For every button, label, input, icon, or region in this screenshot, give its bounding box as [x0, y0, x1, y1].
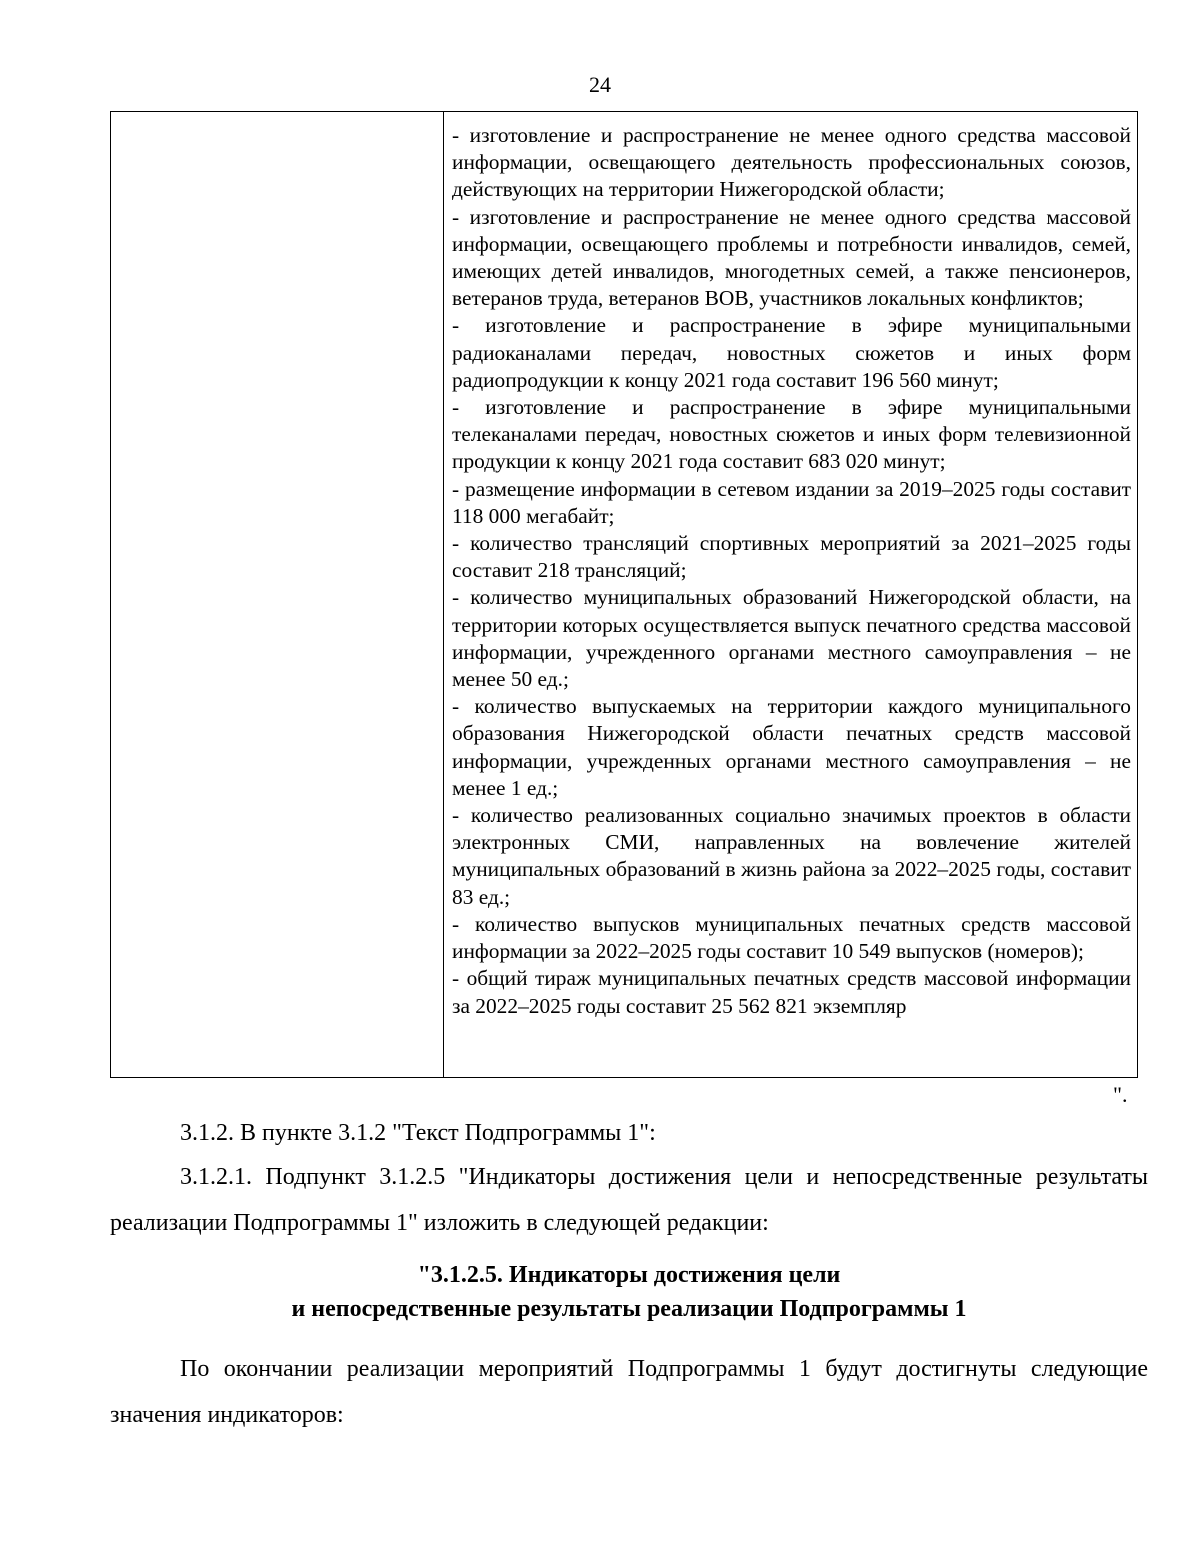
list-item: - размещение информации в сетевом издании за 2019–2025 годы составит 118 000 мегабайт; [452, 476, 1131, 528]
indicator-table [110, 111, 1138, 1078]
paragraph-3-1-2: 3.1.2. В пункте 3.1.2 "Текст Подпрограммы 1": [180, 1120, 656, 1146]
list-item: - количество трансляций спортивных мероприятий за 2021–2025 годы составит 218 трансляций; [452, 531, 1131, 583]
heading-line-2: и непосредственные результаты реализации Подпрограммы 1 [291, 1296, 967, 1322]
page-number: 24 [589, 72, 611, 97]
list-item: - изготовление и распространение в эфире муниципальными радиоканалами передач, новостных сюжетов и иных форм радиопродукции к концу 2021 года составит 196 560 минут; [452, 313, 1131, 392]
list-item: - изготовление и распространение не менее одного средства массовой информации, освещающего деятельность профессиональных союзов, действующих на территории Нижегородской области; [452, 123, 1131, 202]
list-item: - количество выпускаемых на территории каждого муниципального образования Нижегородской области печатных средств массовой информации, учрежденных органами местного самоуправления – не менее 1 ед.; [452, 694, 1131, 800]
section-heading [110, 1258, 1148, 1326]
heading-line-1: "3.1.2.5. Индикаторы достижения цели [417, 1262, 841, 1288]
list-item: - изготовление и распространение в эфире муниципальными телеканалами передач, новостных сюжетов и иных форм телевизионной продукции к концу 2021 года составит 683 020 минут; [452, 395, 1131, 474]
table-left-cell [111, 112, 444, 1077]
list-item: - количество муниципальных образований Нижегородской области, на территории которых осуществляется выпуск печатного средства массовой информации, учрежденного органами местного самоуправления – не менее 50 ед.; [452, 585, 1131, 692]
closing-quote: ". [1113, 1082, 1128, 1107]
table-right-cell [444, 112, 1137, 1077]
list-item: - общий тираж муниципальных печатных средств массовой информации за 2022–2025 годы составит 25 562 821 экземпляр [452, 966, 1131, 1018]
paragraph-3-1-2-1: 3.1.2.1. Подпункт 3.1.2.5 "Индикаторы достижения цели и непосредственные результаты реализации Подпрограммы 1" изложить в следующей редакции: [110, 1164, 1148, 1236]
paragraph-indicators-intro: По окончании реализации мероприятий Подпрограммы 1 будут достигнуты следующие значения индикаторов: [110, 1356, 1148, 1428]
list-item: - количество реализованных социально значимых проектов в области электронных СМИ, направленных на вовлечение жителей муниципальных образований в жизнь района за 2022–2025 годы, составит 83 ед.; [452, 803, 1131, 909]
list-item: - изготовление и распространение не менее одного средства массовой информации, освещающего проблемы и потребности инвалидов, семей, имеющих детей инвалидов, многодетных семей, а также пенсионеров, ветеранов труда, ветеранов ВОВ, участников локальных конфликтов; [452, 204, 1131, 311]
list-item: - количество выпусков муниципальных печатных средств массовой информации за 2022–2025 годы составит 10 549 выпусков (номеров); [452, 911, 1131, 964]
